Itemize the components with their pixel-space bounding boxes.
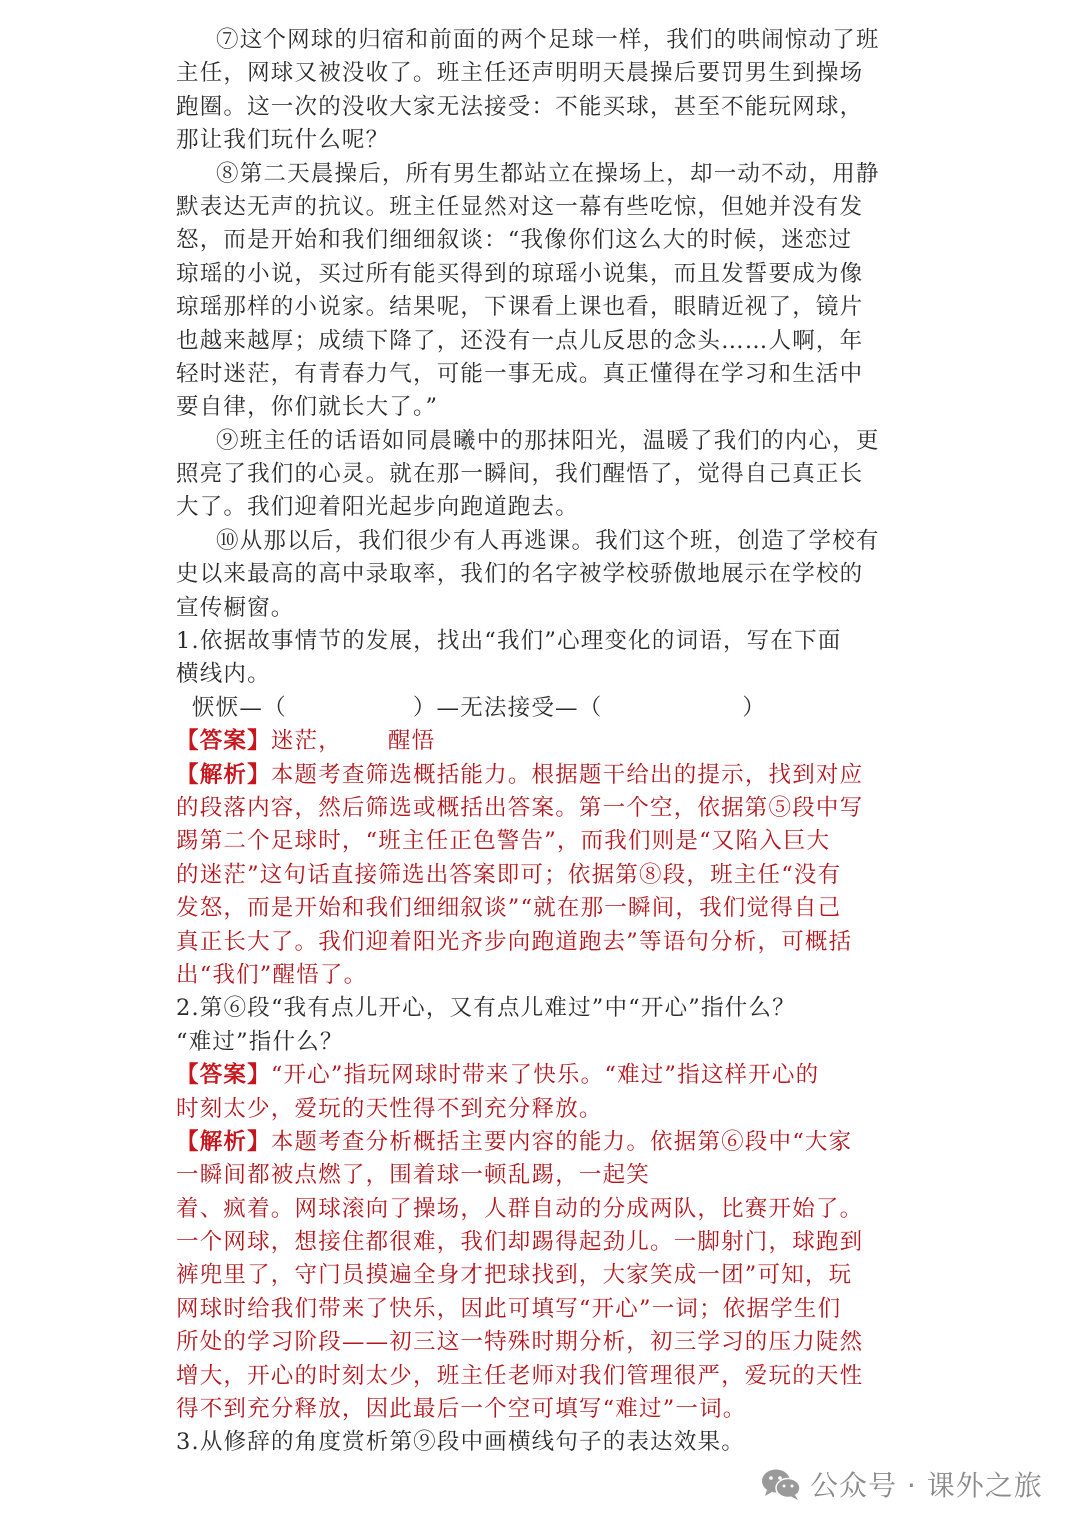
paragraph-7	[176, 24, 898, 158]
answer-line	[176, 725, 898, 758]
question-text: “难过”指什么？	[176, 1028, 344, 1055]
text-line: 主任，网球又被没收了。班主任还声明明天晨操后要罚男生到操场	[176, 60, 864, 87]
question-1	[176, 625, 898, 992]
analysis-text: 本题考查筛选概括能力。根据题干给出的提示，找到对应	[270, 761, 864, 788]
answer-text: 醒悟	[387, 728, 436, 755]
analysis-tag: 【解析】	[176, 761, 271, 788]
text-line: 也越来越厚；成绩下降了，还没有一点儿反思的念头……人啊，年	[176, 327, 864, 354]
analysis-text: 得不到充分释放，因此最后一个空可填写“难过”一词。	[176, 1396, 747, 1423]
analysis-line	[176, 1126, 898, 1159]
analysis-tag: 【解析】	[176, 1128, 271, 1155]
answer-text: “开心”指玩网球时带来了快乐。“难过”指这样开心的	[270, 1062, 820, 1089]
analysis-text: 增大，开心的时刻太少，班主任老师对我们管理很严，爱玩的天性	[176, 1362, 864, 1389]
answer-text: 时刻太少，爱玩的天性得不到充分释放。	[176, 1095, 603, 1122]
analysis-text: 一个网球，想接住都很难，我们却踢得起劲儿。一脚射门，球跑到	[176, 1229, 864, 1256]
fill-in-blanks	[176, 692, 898, 725]
text-line: 宣传橱窗。	[176, 594, 295, 621]
answer-tag: 【答案】	[176, 728, 271, 755]
analysis-text: 的段落内容，然后筛选或概括出答案。第一个空，依据第⑤段中写	[176, 794, 864, 821]
text-line: 那让我们玩什么呢？	[176, 127, 390, 154]
document-page	[176, 24, 898, 1460]
analysis-line	[176, 759, 898, 792]
question-text: 1.依据故事情节的发展，找出“我们”心理变化的词语，写在下面	[176, 628, 842, 655]
text-line: 默表达无声的抗议。班主任显然对这一幕有些吃惊，但她并没有发	[176, 193, 864, 220]
text-line: ⑩从那以后，我们很少有人再逃课。我们这个班，创造了学校有	[216, 527, 880, 554]
text-line: 轻时迷茫，有青春力气，可能一事无成。真正懂得在学习和生活中	[176, 360, 864, 387]
analysis-text: 裤兜里了，守门员摸遍全身才把球找到，大家笑成一团”可知，玩	[176, 1262, 853, 1289]
text-line: 史以来最高的高中录取率，我们的名字被学校骄傲地展示在学校的	[176, 561, 864, 588]
analysis-text: 着、疯着。网球滚向了操场，人群自动的分成两队，比赛开始了。	[176, 1195, 864, 1222]
analysis-text: 出“我们”醒悟了。	[176, 961, 368, 988]
text-line: 琼瑶那样的小说家。结果呢，下课看上课也看，眼睛近视了，镜片	[176, 294, 864, 321]
text-line: 琼瑶的小说，买过所有能买得到的琼瑶小说集，而且发誓要成为像	[176, 260, 864, 287]
analysis-text: 真正长大了。我们迎着阳光齐步向跑道跑去”等语句分析，可概括	[176, 928, 853, 955]
answer-line	[176, 1059, 898, 1092]
analysis-text: 的迷茫”这句话直接筛选出答案即可；依据第⑧段，班主任“没有	[176, 861, 842, 888]
analysis-text: 网球时给我们带来了快乐，因此可填写“开心”一词；依据学生们	[176, 1295, 842, 1322]
text-line: 大了。我们迎着阳光起步向跑道跑去。	[176, 494, 579, 521]
blank-prefix: 恹恹—（	[192, 694, 287, 721]
text-line: ⑨班主任的话语如同晨曦中的那抹阳光，温暖了我们的内心，更	[216, 427, 880, 454]
wechat-icon	[760, 1467, 802, 1501]
text-line: 怒，而是开始和我们细细叙谈：“我像你们这么大的时候，迷恋过	[176, 227, 853, 254]
watermark-text: 公众号 · 课外之旅	[810, 1469, 1043, 1502]
text-line: ⑧第二天晨操后，所有男生都站立在操场上，却一动不动，用静	[216, 160, 880, 187]
blank-middle: ）—无法接受—（	[412, 694, 603, 721]
analysis-text: 本题考查分析概括主要内容的能力。依据第⑥段中“大家	[270, 1128, 853, 1155]
text-line: 跑圈。这一次的没收大家无法接受：不能买球，甚至不能玩网球，	[176, 93, 864, 120]
text-line: 照亮了我们的心灵。就在那一瞬间，我们醒悟了，觉得自己真正长	[176, 461, 864, 488]
blank-suffix: ）	[742, 694, 767, 721]
text-line: 要自律，你们就长大了。”	[176, 394, 439, 421]
answer-tag: 【答案】	[176, 1062, 271, 1089]
analysis-text: 踢第二个足球时，“班主任正色警告”，而我们则是“又陷入巨大	[176, 828, 831, 855]
analysis-text: 一瞬间都被点燃了，围着球一顿乱踢，一起笑	[176, 1162, 651, 1189]
paragraph-10	[176, 525, 898, 625]
question-2	[176, 992, 898, 1426]
analysis-text: 发怒，而是开始和我们细细叙谈”“就在那一瞬间，我们觉得自己	[176, 895, 842, 922]
answer-text: 迷茫，	[270, 728, 342, 755]
paragraph-9	[176, 425, 898, 525]
question-text: 2.第⑥段“我有点儿开心，又有点儿难过”中“开心”指什么？	[176, 995, 796, 1022]
analysis-text: 所处的学习阶段——初三这一特殊时期分析，初三学习的压力陡然	[176, 1329, 864, 1356]
watermark	[760, 1464, 1043, 1504]
question-text: 横线内。	[176, 661, 271, 688]
text-line: ⑦这个网球的归宿和前面的两个足球一样，我们的哄闹惊动了班	[216, 27, 880, 53]
question-3	[176, 1426, 898, 1459]
paragraph-8	[176, 158, 898, 425]
question-text: 3.从修辞的角度赏析第⑨段中画横线句子的表达效果。	[176, 1429, 745, 1456]
